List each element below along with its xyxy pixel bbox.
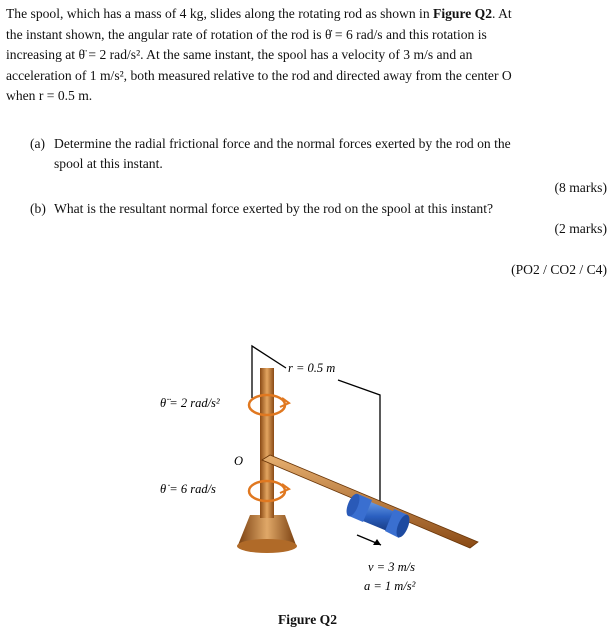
question-a-text-cont: spool at this instant. (54, 156, 163, 171)
question-a-text: Determine the radial frictional force and the normal forces exerted by the rod on the (54, 136, 511, 151)
question-b-marks: (2 marks) (554, 221, 607, 236)
origin-label: O (234, 454, 244, 468)
spool (344, 492, 412, 539)
problem-line-2: the instant shown, the angular rate of rotation of the rod is θ̇ = 6 rad/s and this rotation is (6, 26, 487, 42)
outcome-code: (PO2 / CO2 / C4) (511, 262, 607, 277)
vertical-rod (260, 368, 274, 518)
base-foot (237, 539, 297, 553)
problem-line-1: The spool, which has a mass of 4 kg, slides along the rotating rod as shown in Figure Q2. At (6, 6, 512, 21)
figure-caption: Figure Q2 (277, 612, 338, 627)
theta-dot-label: θ̇ = 6 rad/s (160, 482, 216, 496)
question-b-text: What is the resultant normal force exerted by the rod on the spool at this instant? (54, 201, 494, 216)
question-a (30, 134, 608, 154)
acceleration-label: a = 1 m/s² (364, 579, 416, 593)
r-label: r = 0.5 m (288, 361, 336, 375)
figure-reference: Figure Q2 (433, 6, 493, 21)
question-b-label: (b) (30, 201, 46, 216)
question-a-label: (a) (30, 136, 46, 151)
question-b (30, 199, 493, 219)
problem-line-5: when r = 0.5 m. (6, 88, 93, 103)
problem-line-3: increasing at θ̈ = 2 rad/s². At the same instant, the spool has a velocity of 3 m/s and an (6, 47, 473, 62)
problem-statement (6, 4, 608, 107)
question-a-marks: (8 marks) (554, 180, 607, 195)
problem-line-4: acceleration of 1 m/s², both measured relative to the rod and directed away from the center O (6, 67, 512, 83)
theta-ddot-label: θ̈ = 2 rad/s² (160, 396, 220, 410)
figure-q2 (0, 300, 615, 638)
velocity-label: v = 3 m/s (368, 560, 415, 574)
